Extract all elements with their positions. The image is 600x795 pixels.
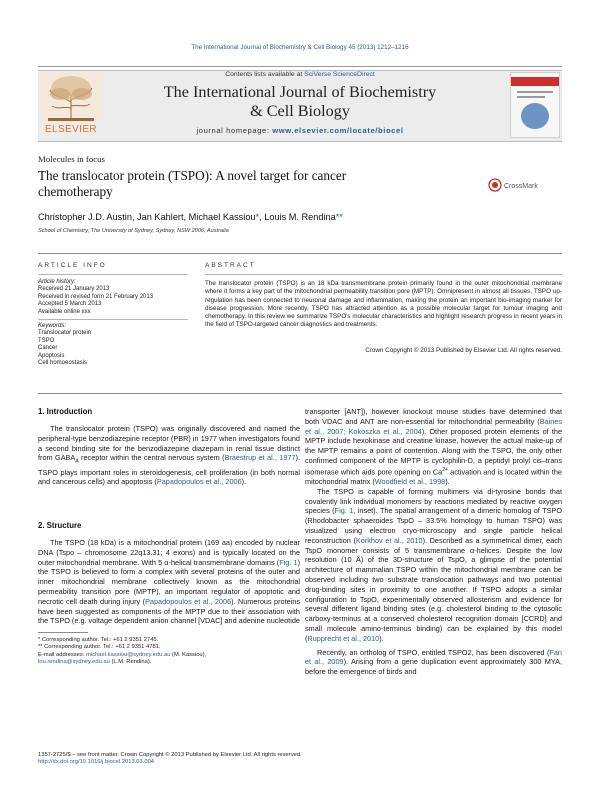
- affiliation: School of Chemistry, The University of Sydney, Sydney, NSW 2006, Australia: [38, 228, 229, 234]
- sciencedirect-link[interactable]: SciVerse ScienceDirect: [304, 71, 375, 78]
- running-head: The International Journal of Biochemistry & Cell Biology 45 (2013) 1212–1216: [191, 44, 409, 51]
- article-title: The translocator protein (TSPO): A novel target for cancer chemotherapy: [38, 168, 347, 199]
- keywords-rule: [38, 319, 188, 320]
- journal-homepage: journal homepage: www.elsevier.com/locate/biocel: [196, 126, 404, 135]
- citation-link[interactable]: Woodfield et al., 1998: [374, 477, 446, 486]
- article-info-rule: [38, 274, 188, 275]
- abstract-heading: ABSTRACT: [205, 262, 256, 269]
- header-divider: [38, 253, 562, 254]
- citation-link[interactable]: Fan et al., 2009: [305, 647, 562, 667]
- doi-link[interactable]: http://dx.doi.org/10.1016/j.biocel.2013.03.004: [38, 759, 155, 766]
- footnotes: * Corresponding author. Tel.: +61 2 9351 2745. ** Corresponding author. Tel.: +61 2 9351 4781. E-mail addresses: michael.kassiou@sydney.edu.au (M. Kassiou), lou.rendina@sydney.edu.au (L.M. Rendina).: [38, 637, 207, 665]
- figure-link[interactable]: Fig. 1: [334, 506, 354, 516]
- contents-availability: Contents lists available at SciVerse ScienceDirect: [225, 71, 375, 78]
- citation-link[interactable]: Korkhov et al., 2010: [355, 535, 423, 545]
- cover-line: [517, 96, 545, 98]
- structure-heading: 2. Structure: [38, 521, 82, 530]
- introduction-body: The translocator protein (TSPO) was originally discovered and named the peripheral-type benzodiazepine receptor (PBR) in 1977 when investigators found a second binding site for the benzodiazepine diazepam in renal tissue distinct from $GABA_A$ receptor within the central nervous system (Braestrup et al., 1977). TSPO plays important roles in steroidogenesis, cell proliferation (in both normal and cancerous cells) and apoptosis (Papadopoulos et al., 2006).: [38, 424, 300, 487]
- introduction-heading: 1. Introduction: [38, 407, 93, 416]
- citation-link[interactable]: Papadopoulos et al., 2006: [145, 596, 232, 606]
- figure-link[interactable]: Fig. 1: [279, 557, 298, 567]
- abstract-text: The translocator protein (TSPO) is an 18 kDa transmembrane protein primarily found in the outer mitochondrial membrane where it forms a key part of the mitochondrial permeability transition pore (MPTP). Omnipresent in almost all tissues, TSPO up-regulation has been connected to neuronal damage and inflammation, making the protein an important bio-imaging marker for disease progression. More recently, TSPO has attracted attention as a possible molecular target for tumour imaging and chemotherapy. In this review we summarize TSPO's molecular characteristics and highlight research progress in recent years in the field of TSPO-targeted cancer diagnostics and treatments.: [205, 280, 562, 329]
- citation-link[interactable]: Braestrup et al., 1977: [224, 453, 296, 463]
- masthead-top-rule: [38, 66, 562, 67]
- abstract-divider: [38, 393, 562, 394]
- citation-link[interactable]: Papadopoulos et al., 2006: [156, 477, 242, 487]
- citation-link[interactable]: Rupprecht et al., 2010: [307, 633, 380, 643]
- article-history: Article history: Received 21 January 2013 Received in revised form 21 February 2013 Accepted 5 March 2013 Available online xxx: [38, 279, 154, 315]
- article-info-heading: ARTICLE INFO: [38, 262, 107, 269]
- structure-body: The TSPO (18 kDa) is a mitochondrial protein (169 aa) encoded by nuclear DNA (Tspo – chromosome 22q13.31; 4 exons) and is typically located on the outer mitochondrial membrane. With 5 α-helical transmembrane domains (Fig. 1) the TSPO is believed to form a complex with several proteins of the outer and inner mitochondrial membrane collectively known as the mitochondrial permeability transition pore (MPTP), an important regulator of apoptotic and necrotic cell death during injury (Papadopoulos et al., 2006). Numerous proteins have been suggested as components of the MPTP due to their association with the TSPO (e.g. voltage dependent anion channel [VDAC] and adenine nucleotide: [38, 538, 301, 626]
- email-link[interactable]: lou.rendina@sydney.edu.au: [38, 658, 110, 665]
- issn-doi-block: 1357-2725/$ – see front matter. Crown Copyright © 2013 Published by Elsevier Ltd. All rights reserved. http://dx.doi.org/10.1016/j.biocel.2013.03.004: [38, 752, 438, 767]
- email-link[interactable]: michael.kassiou@sydney.edu.au: [86, 651, 171, 658]
- article-section-label: Molecules in focus: [38, 154, 105, 164]
- author-list: Christopher J.D. Austin, Jan Kahlert, Michael Kassiou*, Louis M. Rendina**: [38, 212, 343, 222]
- abstract-rule: [205, 274, 562, 275]
- journal-homepage-link[interactable]: www.elsevier.com/locate/biocel: [272, 126, 404, 135]
- elsevier-wordmark: ELSEVIER: [44, 124, 98, 135]
- journal-cover-thumbnail: [510, 72, 560, 138]
- right-column-body: transporter [ANT]), however knockout mouse studies have determined that both VDAC and ANT are non-essential for mitochondrial permeability (Baines et al., 2007; Kokoszka et al., 2004). Other proposed protein elements of the MPTP include hexokinase and creatine kinase, however the actual make-up of the MPTP remains a point of contention. Along with the TSPO, the only other confirmed component of the MPTP is cyclophilin-D, a peptidyl prolyl cis–trans isomerase which aids pore opening on $Ca^{2+}$ activation and is located within the mitochondrial matrix (Woodfield et al., 1998). The TSPO is capable of forming multimers via di-tyrosine bonds that covalently link individual monomers by reactions mediated by reactive oxygen species (Fig. 1, inset). The spatial arrangement of a dimeric homolog of TSPO (Rhodobacter sphaeroides TspO – 33.5% homology to human TSPO) was visualized using electron cryo-microscopy and single particle helical reconstruction (Korkhov et al., 2010). Described as a symmetrical dimer, each TspO monomer consists of 5 transmembrane α-helices. Despite the low resolution (10 Å) of the 3D-structure of TspO, a glimpse of the potential architecture of mammalian TSPO within the mitochondrial membrane can be observed including two substrate translocation pathways and two potential drug-binding sites in proximity to one another. If TSPO adopts a similar configuration to TspO, experimentally observed allosterism and evidence for several different ligand binding sites (e.g. cholesterol binding to the cytosolic carboxy-terminus at a conserved cholesterol recognition domain [CCRD] and small molecule amino-terminus binding) can be explained by this model (Rupprecht et al., 2010). Recently, an ortholog of TSPO, entitled TSPO2, has been discovered (Fan et al., 2009). Arising from a gene duplication event approximately 300 MYA, before the emergence of birds and: [305, 407, 563, 677]
- footnote-rule: [38, 632, 88, 633]
- crossmark-label: CrossMark: [504, 183, 538, 190]
- keywords-block: Keywords: Translocator protein TSPO Cancer Apoptosis Cell homoeostasis: [38, 323, 92, 367]
- abstract-copyright: Crown Copyright © 2013 Published by Elsevier Ltd. All rights reserved.: [365, 347, 562, 354]
- citation-link[interactable]: Baines et al., 2007; Kokoszka et al., 2004: [305, 416, 562, 436]
- crossmark-icon[interactable]: [488, 178, 558, 192]
- cover-band-top: [511, 77, 559, 86]
- journal-title: The International Journal of Biochemistry & Cell Biology: [163, 83, 437, 120]
- cover-line: [517, 91, 553, 93]
- cover-image: [521, 103, 549, 129]
